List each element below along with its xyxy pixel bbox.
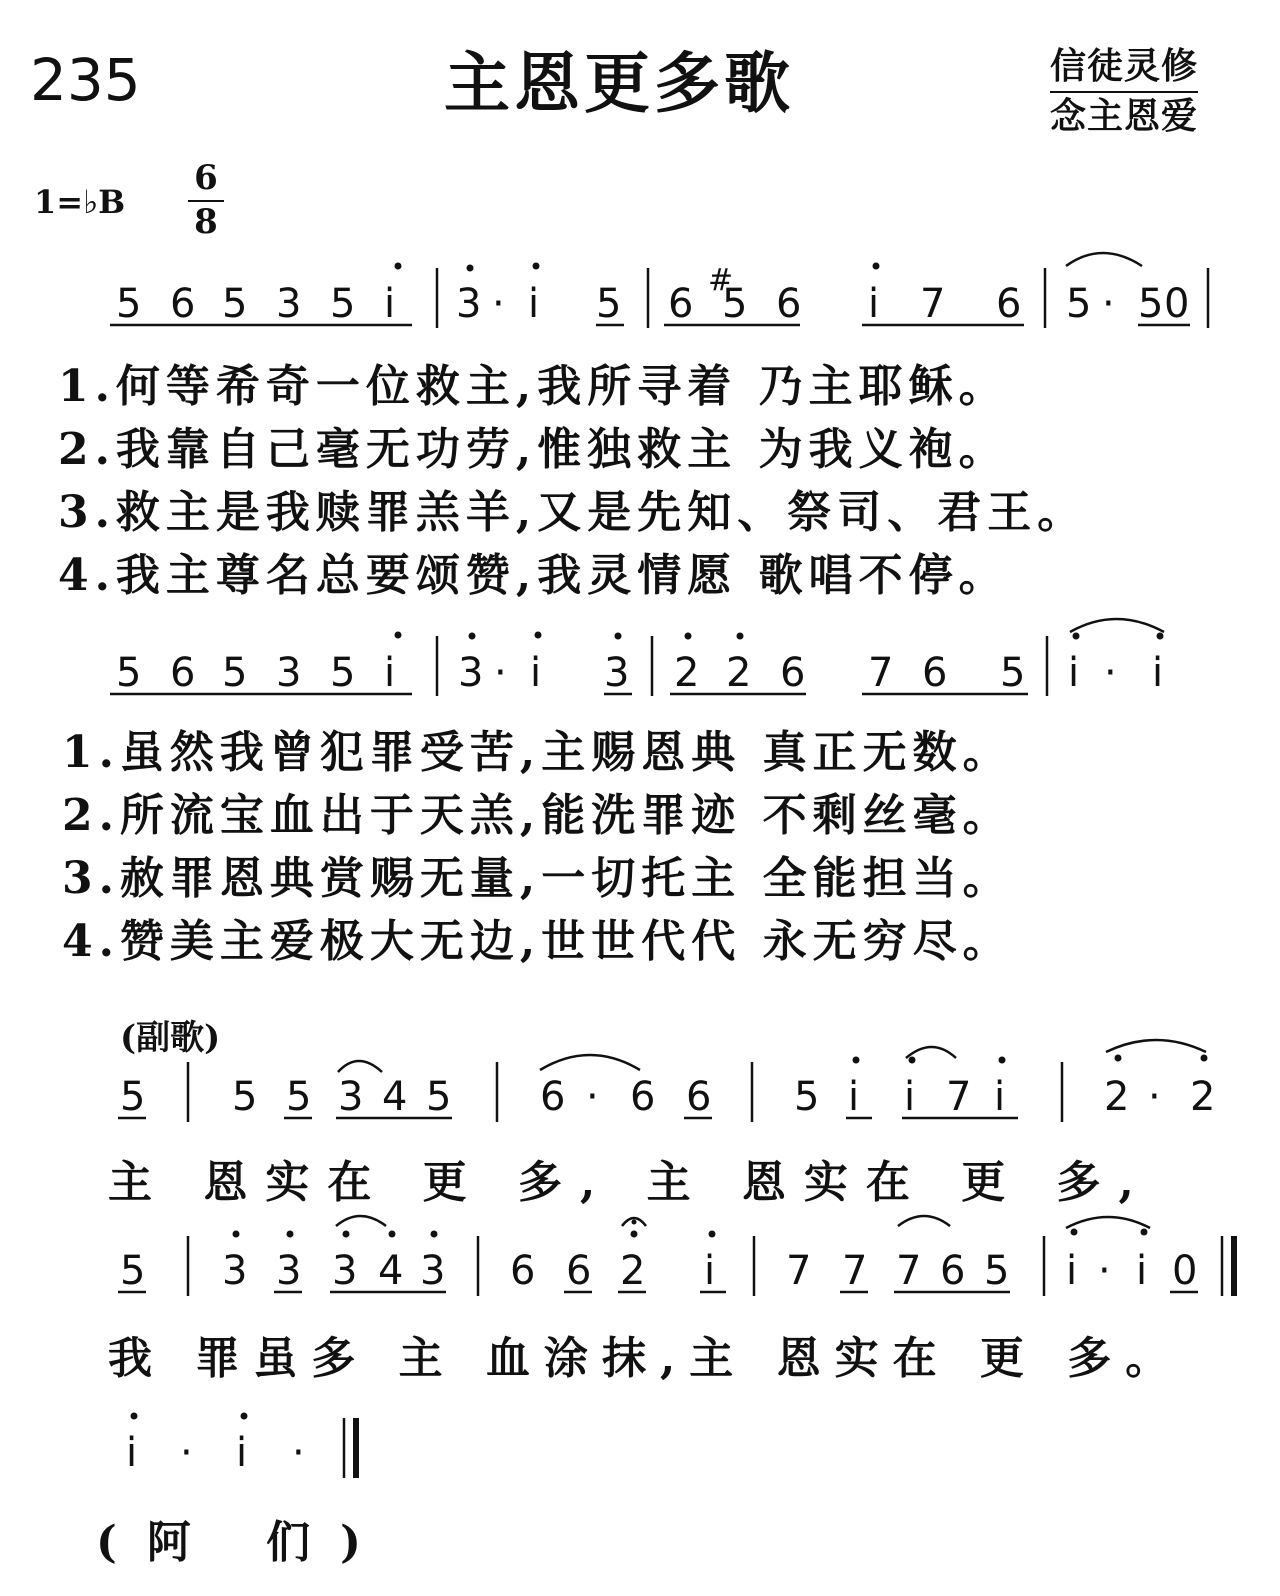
refrain-lyric-2: 我 罪虽多 主 血涂抹,主 恩实在 更 多。 <box>108 1333 1184 1384</box>
svg-text:i: i <box>384 281 396 327</box>
svg-text:7: 7 <box>920 281 946 327</box>
svg-text:5: 5 <box>222 281 248 327</box>
svg-text:7: 7 <box>786 1248 812 1294</box>
hymn-title: 主恩更多歌 <box>444 45 794 122</box>
svg-text:6: 6 <box>170 281 196 327</box>
svg-text:4: 4 <box>382 1074 408 1120</box>
svg-text:5: 5 <box>596 281 622 327</box>
svg-text:6: 6 <box>668 281 694 327</box>
svg-text:6: 6 <box>630 1074 656 1120</box>
verse-a-4: 4.我主尊名总要颂赞,我灵情愿 歌唱不停。 <box>58 550 1009 601</box>
svg-text:5: 5 <box>1066 281 1092 327</box>
svg-text:i: i <box>1066 1248 1078 1294</box>
svg-text:·: · <box>180 1430 193 1476</box>
svg-text:i: i <box>704 1248 716 1294</box>
svg-text:i: i <box>126 1430 138 1476</box>
svg-text:3: 3 <box>456 281 482 327</box>
svg-text:i: i <box>384 650 396 696</box>
svg-text:5: 5 <box>232 1074 258 1120</box>
svg-text:0: 0 <box>1172 1248 1198 1294</box>
svg-text:7: 7 <box>896 1248 922 1294</box>
svg-text:3: 3 <box>604 650 630 696</box>
svg-text:6: 6 <box>940 1248 966 1294</box>
svg-text:4: 4 <box>378 1248 404 1294</box>
svg-text:·: · <box>1098 1248 1111 1294</box>
svg-text:#: # <box>708 263 734 298</box>
svg-text:5: 5 <box>1138 281 1164 327</box>
svg-text:5: 5 <box>330 650 356 696</box>
svg-text:5: 5 <box>330 281 356 327</box>
svg-text:7: 7 <box>842 1248 868 1294</box>
score-refrain-2 <box>118 1216 1234 1296</box>
verse-b-3: 3.赦罪恩典赏赐无量,一切托主 全能担当。 <box>62 853 1013 904</box>
svg-text:6: 6 <box>780 650 806 696</box>
key-signature: 1=♭B <box>34 183 126 221</box>
svg-text:i: i <box>1068 650 1080 696</box>
svg-text:5: 5 <box>116 281 142 327</box>
svg-text:6: 6 <box>540 1074 566 1120</box>
svg-text:·: · <box>1102 281 1115 327</box>
svg-text:3: 3 <box>338 1074 364 1120</box>
svg-text:2: 2 <box>726 650 752 696</box>
score-refrain-1 <box>118 1040 1215 1122</box>
svg-text:7: 7 <box>868 650 894 696</box>
svg-text:·: · <box>1104 650 1117 696</box>
svg-text:6: 6 <box>996 281 1022 327</box>
svg-text:0: 0 <box>1164 281 1190 327</box>
svg-text:·: · <box>586 1074 599 1120</box>
svg-text:6: 6 <box>686 1074 712 1120</box>
time-signature-bottom: 8 <box>194 202 218 242</box>
svg-text:5: 5 <box>120 1248 146 1294</box>
refrain-lyric-1: 主 恩实在 更 多, 主 恩实在 更 多, <box>108 1157 1152 1208</box>
svg-text:5: 5 <box>120 1074 146 1120</box>
svg-text:3: 3 <box>276 1248 302 1294</box>
svg-text:6: 6 <box>776 281 802 327</box>
score-ending <box>126 1413 356 1479</box>
svg-text:6: 6 <box>510 1248 536 1294</box>
svg-text:·: · <box>492 281 505 327</box>
svg-text:i: i <box>868 281 880 327</box>
svg-text:2: 2 <box>674 650 700 696</box>
svg-text:6: 6 <box>566 1248 592 1294</box>
svg-text:3: 3 <box>222 1248 248 1294</box>
verse-a-3: 3.救主是我赎罪羔羊,又是先知、祭司、君王。 <box>58 487 1088 538</box>
svg-text:i: i <box>528 281 540 327</box>
svg-text:5: 5 <box>222 650 248 696</box>
svg-text:i: i <box>904 1074 916 1120</box>
verse-b-4: 4.赞美主爱极大无边,世世代代 永无穷尽。 <box>62 916 1013 967</box>
refrain-label: (副歌) <box>120 1018 221 1058</box>
svg-text:i: i <box>994 1074 1006 1120</box>
svg-text:i: i <box>1136 1248 1148 1294</box>
hymn-number: 235 <box>30 46 141 114</box>
svg-text:i: i <box>1152 650 1164 696</box>
svg-text:5: 5 <box>1000 650 1026 696</box>
score-system-2 <box>110 619 1164 696</box>
svg-text:6: 6 <box>922 650 948 696</box>
svg-text:2: 2 <box>1104 1074 1130 1120</box>
svg-text:2: 2 <box>620 1248 646 1294</box>
verse-b-2: 2.所流宝血出于天羔,能洗罪迹 不剩丝毫。 <box>62 790 1013 841</box>
svg-text:i: i <box>530 650 542 696</box>
svg-text:3: 3 <box>332 1248 358 1294</box>
svg-text:·: · <box>494 650 507 696</box>
credit-line-2: 念主恩爱 <box>1050 96 1199 137</box>
svg-text:6: 6 <box>170 650 196 696</box>
score-system-1 <box>110 253 1208 328</box>
time-signature-top: 6 <box>194 158 218 198</box>
svg-text:3: 3 <box>276 650 302 696</box>
svg-text:5: 5 <box>116 650 142 696</box>
amen-lyric: (阿 们) <box>96 1517 391 1568</box>
verse-b-1: 1.虽然我曾犯罪受苦,主赐恩典 真正无数。 <box>62 727 1013 778</box>
svg-text:3: 3 <box>420 1248 446 1294</box>
verse-a-2: 2.我靠自己毫无功劳,惟独救主 为我义袍。 <box>58 424 1009 475</box>
verse-a-1: 1.何等希奇一位救主,我所寻着 乃主耶稣。 <box>58 361 1009 412</box>
svg-text:5: 5 <box>984 1248 1010 1294</box>
svg-text:5: 5 <box>286 1074 312 1120</box>
svg-text:3: 3 <box>458 650 484 696</box>
svg-text:7: 7 <box>946 1074 972 1120</box>
svg-text:i: i <box>848 1074 860 1120</box>
credit-line-1: 信徒灵修 <box>1050 38 1198 93</box>
svg-text:·: · <box>1148 1074 1161 1120</box>
svg-text:2: 2 <box>1190 1074 1216 1120</box>
svg-text:5: 5 <box>426 1074 452 1120</box>
svg-text:i: i <box>236 1430 248 1476</box>
svg-text:·: · <box>292 1430 305 1476</box>
svg-text:3: 3 <box>276 281 302 327</box>
svg-text:5: 5 <box>794 1074 820 1120</box>
svg-text:5: 5 <box>722 281 748 327</box>
